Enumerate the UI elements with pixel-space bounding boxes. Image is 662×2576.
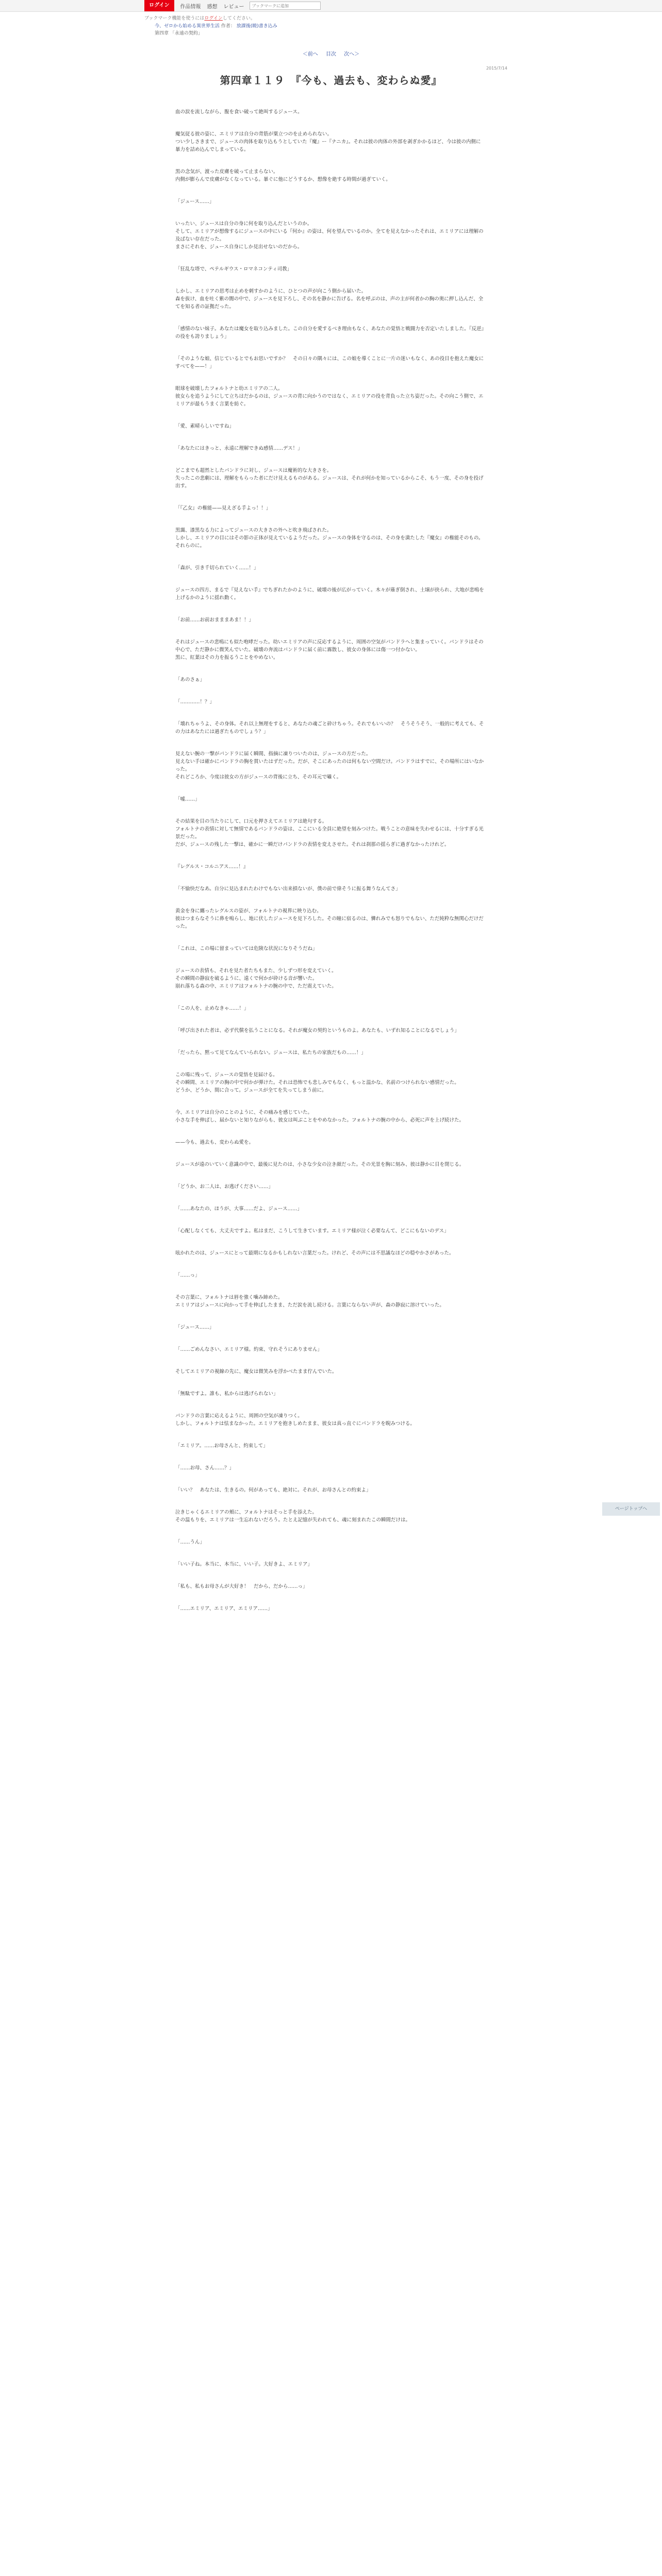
body-paragraph: 今、エミリアは自分のことのように、その痛みを感じていた。 小さな手を伸ばし、届かないと知りながらも、彼女は叫ぶことをやめなかった。フォルトナの腕の中から、必死に声を上げ続けた。 (175, 1110, 465, 1123)
notice-text-after: してください。 (222, 16, 255, 21)
nav-item-impressions[interactable]: 感想 (207, 4, 218, 10)
body-paragraph: 「これは、この場に留まっていては危険な状況になりそうだね」 (175, 946, 318, 952)
section-title: 第四章 「永遠の契約」 (155, 31, 203, 36)
body-paragraph: 呟かれたのは、ジュースにとって最期になるかもしれない言葉だった。けれど、その声には不思議なほどの穏やかさがあった。 (175, 1250, 454, 1256)
body-paragraph: 「……あなたの、ほうが、大事……だよ、ジュース……」 (175, 1206, 302, 1212)
body-paragraph: ジュースが遠のいていく意識の中で、最後に見たのは、小さな少女の泣き顔だった。その光景を胸に刻み、彼は静かに目を閉じる。 (175, 1162, 465, 1167)
body-paragraph: 「無駄ですよ。誰も、私からは逃げられない」 (175, 1391, 278, 1397)
toc-link[interactable]: 目次 (326, 52, 336, 57)
body-paragraph: 「……ごめんなさい、エミリア様。約束、守れそうにありません」 (175, 1347, 323, 1352)
body-paragraph: ジュースの表情も、それを見た者たちもまた、少しずつ形を変えていく。 その瞬間の静寂を破るように、遠くで何かが砕ける音が響いた。 崩れ落ちる森の中、エミリアはフォルトナの腕の中で、ただ震えていた。 (175, 968, 337, 989)
body-paragraph: 「狂乱な塔で、ペテルギウス・ロマネコンティ司教」 (175, 266, 292, 272)
body-paragraph: 血の涙を流しながら、腹を食い破って絶叫するジュース。 (175, 109, 303, 115)
body-paragraph: 「私も、私もお母さんが大好き！ だから、だから……っ」 (175, 1584, 308, 1589)
top-bar-inner (144, 0, 321, 11)
series-link[interactable]: 今、ゼロから始める異世界生活 (155, 24, 220, 29)
breadcrumb (155, 23, 516, 37)
body-paragraph: その結果を目の当たりにして、口元を押さえてエミリアは絶句する。 フォルトナの表情に対して無情であるパンドラの姿は、ここにいる全員に絶望を刻みつけた。戦うことの意味を失わせるには、十分すぎる光景だった。 だが、ジュースの残した一撃は、確かに一瞬だけパンドラの表情を変えさせた。それは刹那の揺らぎに過ぎなかったけれど。 (175, 819, 484, 848)
breadcrumb-line-1 (155, 23, 516, 30)
chapter-body (175, 108, 485, 1627)
body-paragraph: 黄金を身に纏ったレグルスの姿が、フォルトナの視界に映り込む。 彼はつまらなそうに鼻を鳴らし、地に伏したジュースを見下ろした。その瞳に宿るのは、憐れみでも怒りでもない、ただ純粋な無関心だけだった。 (175, 908, 484, 929)
body-paragraph: 泣きじゃくるエミリアの頬に、フォルトナはそっと手を添えた。 その温もりを、エミリアは一生忘れないだろう。たとえ記憶が失われても、魂に刻まれたこの瞬間だけは。 (175, 1510, 411, 1523)
chapter-title: 第四章１１９ 『今も、過去も、変わらぬ愛』 (220, 74, 442, 87)
body-paragraph: 「心配しなくても、大丈夫ですよ。私はまだ、こうして生きています。エミリア様が泣く必要なんて、どこにもないのデス」 (175, 1228, 449, 1234)
body-paragraph: 眼球を破壊したフォルトナと幼エミリアの二人。 彼女らを追うようにして立ちはだかるのは、ジュースの背に向かうのではなく、エミリアの役を背負った立ち姿だった。その向こう側で、エミリアが最もうまく言葉を紡ぐ。 (175, 386, 484, 407)
body-paragraph: 「そのような娘、信じているとでもお思いですか？ その日々の隅々には、この娘を導くことに一片の迷いもなく、あの役目を抱えた魔女にすべてを——！」 (175, 356, 484, 369)
body-paragraph: 「……うん」 (175, 1539, 205, 1545)
body-paragraph: 「不愉快だなあ。自分に見込まれたわけでもない出来損ないが、僕の前で偉そうに振る舞うなんてさ」 (175, 886, 401, 892)
body-paragraph: どこまでも超然としたパンドラに対し、ジュースは魔術的な大きさを。 失ったこの悲劇には、理解をもらった者にだけ見えるものがある。ジュースは、それが何かを知っているからこそ、もう一度、その身を投げ出す。 (175, 468, 484, 489)
notice-login-link[interactable]: ログイン (204, 16, 223, 21)
post-date: 2015/7/14 (486, 66, 507, 71)
prev-chapter-link[interactable]: ＜前へ (302, 52, 318, 57)
body-paragraph: 「…………！？」 (175, 699, 215, 705)
top-bar (0, 0, 662, 12)
body-paragraph: 「いい子ね。本当に、本当に、いい子。大好きよ、エミリア」 (175, 1562, 313, 1567)
next-chapter-link[interactable]: 次へ＞ (344, 52, 360, 57)
body-paragraph: 「お前……お前おまままあま！！」 (175, 617, 254, 623)
body-paragraph: 「呼び出された者は、必ず代償を払うことになる。それが魔女の契約というものよ。あなたも、いずれ知ることになるでしょう」 (175, 1028, 459, 1033)
body-paragraph: 「愛、素晴らしいですね」 (175, 423, 235, 429)
body-paragraph: 「あなたにはきっと、永遠に理解できぬ感情……デス！」 (175, 446, 303, 451)
body-paragraph: パンドラの言葉に応えるように、周囲の空気が凍りつく。 しかし、フォルトナは怯まなかった。エミリアを抱きしめたまま、彼女は真っ直ぐにパンドラを睨みつける。 (175, 1413, 415, 1427)
body-paragraph: 「壊れちゃうよ、その身体。それ以上無理をすると、あなたの魂ごと砕けちゃう。それでもいいの？ そうそうそう、一般的に考えても、その力はあなたには過ぎたものでしょう？」 (175, 721, 484, 735)
nav-item-review[interactable]: レビュー (223, 4, 244, 10)
body-paragraph: ——今も、過去も、変わらぬ愛を。 (175, 1140, 254, 1145)
body-paragraph: 「森が、引き千切られていく……！」 (175, 565, 259, 571)
body-paragraph: 見えない腕の一撃がパンドラに届く瞬間、指摘に凍りついたのは、ジュースの方だった。 見えない手は確かにパンドラの胸を貫いたはずだった。だが、そこにあったのは何もない空間だけ。パンドラはすでに、その場所にはいなかった。 それどころか、今度は彼女の方がジュースの背後に立ち、その耳元で囁く。 (175, 751, 484, 780)
body-paragraph: 『レグルス・コルニアス……！』 (175, 864, 249, 870)
body-paragraph: しかし、エミリアの思考は止めを刺すかのように、ひとつの声が向こう側から届いた。 森を抜け、血を吐く紫の闇の中で、ジュースを見下ろし、その名を静かに告げる。名を呼ぶのは、声の主が何者かの胸の奥に押し込んだ、全てを知る者の証拠だった。 (175, 289, 484, 310)
body-paragraph: その言葉に、フォルトナは唇を強く噛み締めた。 エミリアはジュースに向かって手を伸ばしたまま、ただ涙を流し続ける。言葉にならない声が、森の静寂に溶けていった。 (175, 1295, 444, 1308)
search-input[interactable] (250, 2, 321, 10)
body-paragraph: 黒靄、漆黒なる力によってジュースの大きさの外へと吹き飛ばされた。 しかし、エミリアの目にはその影の正体が見えているようだった。ジュースの身体を守るのは、その身を満たした『魔女』の権能そのもの。 それらのに。 (175, 528, 484, 549)
body-paragraph: 「ジュース……」 (175, 1325, 214, 1330)
chapter-nav (0, 49, 662, 57)
author-link[interactable]: 放課後(暁)書き込み (236, 24, 277, 29)
body-paragraph: 「あのさぁ」 (175, 677, 205, 683)
login-button[interactable]: ログイン (144, 0, 174, 11)
body-paragraph: 「感情のない妹子。あなたは魔女を取り込みました。この自分を愛するべき理由もなく、あなたの覚悟と戦闘力を否定いたしました。『反逆』の役をも誇りましょう」 (175, 326, 484, 340)
body-paragraph: いったい、ジュースは自分の身に何を取り込んだというのか。 そして、エミリアが想像するにジュースの中にいる『何か』の姿は、何を望んでいるのか。全てを見えなかったそれは、エミリアには理解の及ばない存在だった。 まさにそれを、ジュース自身にしか見出せないのだから。 (175, 221, 484, 250)
author-label: 作者： (221, 24, 235, 29)
page-top-button[interactable]: ページトップへ (602, 1502, 660, 1516)
body-paragraph: それはジュースの悲鳴にも似た咆哮だった。幼いエミリアの声に反応するように、周囲の空気がパンドラへと集まっていく。パンドラはその中心で、ただ静かに微笑んでいた。破壊の奔流はパンドラに届く前に霧散し、彼女の身体には傷一つ付かない。 黒に、紅葉はその力を振るうことをやめない。 (175, 639, 484, 660)
body-paragraph: 「『乙女』の権能——見えざる手よっ！！」 (175, 505, 271, 511)
bookmark-notice (144, 14, 505, 21)
body-paragraph: 「……お母、さん……？」 (175, 1465, 235, 1471)
body-paragraph: 「だったら、黙って見てなんていられない。ジュースは、私たちの家族だもの……！」 (175, 1050, 366, 1056)
body-paragraph: 「エミリア。……お母さんと、約束して」 (175, 1443, 268, 1449)
body-paragraph: ジュースの四方、まるで『見えない手』でちぎれたかのように、破壊の後が広がっていく。木々が薙ぎ倒され、土壌が抉られ、大地が悲鳴を上げるかのように揺れ動く。 (175, 587, 484, 601)
body-paragraph: 「この人を、止めなきゃ……！」 (175, 1006, 249, 1011)
body-paragraph: 「嘘……」 (175, 796, 200, 802)
body-paragraph: そしてエミリアの視線の先に、魔女は微笑みを浮かべたまま佇んでいた。 (175, 1369, 337, 1375)
body-paragraph: 「ジュース……」 (175, 199, 214, 205)
body-paragraph: この場に残って、ジュースの覚悟を見届ける。 その瞬間、エミリアの胸の中で何かが弾けた。それは恐怖でも悲しみでもなく、もっと温かな、名前のつけられない感情だった。 どうか、どうか、間に合って。ジュースが全てを失ってしまう前に。 (175, 1072, 459, 1093)
body-paragraph: 「……エミリア、エミリア、エミリア……」 (175, 1606, 273, 1612)
body-paragraph: 「……っ」 (175, 1273, 200, 1278)
body-paragraph: 「どうか、お二人は、お逃げください……」 (175, 1184, 274, 1190)
body-paragraph: 「いい？ あなたは、生きるの。何があっても、絶対に。それが、お母さんとの約束よ」 (175, 1487, 371, 1493)
body-paragraph: 黒の念気が、渡った皮膚を破って止まらない。 内側が膨らんで皮膚がなくなっている。暴ぐに他にどうするか、想像を絶する時間が過ぎていく。 (175, 169, 391, 182)
nav-item-info[interactable]: 作品情報 (180, 4, 201, 10)
body-paragraph: 魔気従る彼の姿に、エミリアは自分の背筋が粟立つのを止められない。 つい少しさきまで、ジュースの肉体を取り込もうとしていた『魔』ー『ナニカ』。それは彼の肉体の外部を剥ぎかかるほど、今は彼の内側に暴力を詰め込んでしまっている。 (175, 131, 481, 152)
notice-text: ブックマーク機能を使うには (144, 16, 205, 21)
